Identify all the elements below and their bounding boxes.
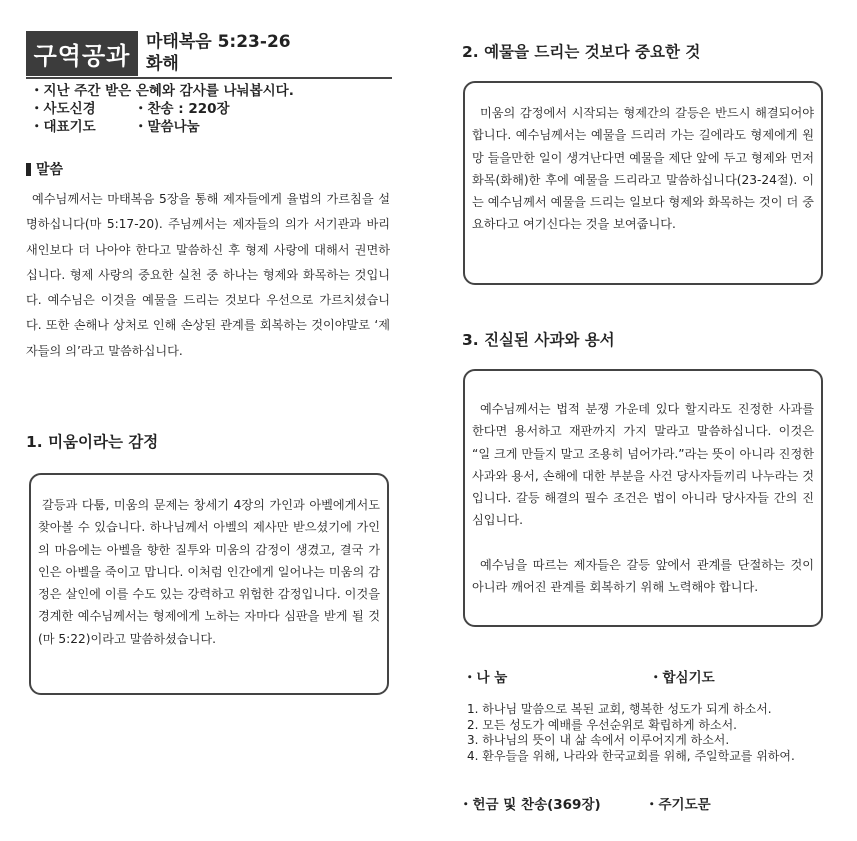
thanks-sharing-item: ・지난 주간 받은 은혜와 감사를 나눠봅시다. xyxy=(30,83,294,99)
united-prayer-label: ・합심기도 xyxy=(649,670,715,686)
offering-label: ・헌금 및 찬송(369장) xyxy=(459,797,601,813)
word-heading xyxy=(26,159,63,179)
header-divider xyxy=(26,77,392,79)
word-paragraph xyxy=(26,187,390,364)
rep-prayer-item: ・대표기도 xyxy=(30,119,96,135)
share-label: ・나 눔 xyxy=(463,670,508,686)
word-heading-label: 말씀 xyxy=(36,162,64,178)
section1-text: 갈등과 다툼, 미움의 문제는 창세기 4장의 가인과 아벨에게서도 찾아볼 수 있습니다. 하나님께서 아벨의 제사만 받으셨기에 가인의 마음에는 아벨을 향한 질투와 미움의 감정이 생겼고, 결국 가인은 아벨을 죽이고 맙니다. 이처럼 인간에게 일어나는 미움의 감정은 살인에 이를 수도 있는 강력하고 위험한 감정입니다. 이것을 경계한 예수님께서는 형제에게 노하는 자마다 심판을 받게 될 것(마 5:22)이라고 말씀하셨습니다. xyxy=(38,498,380,646)
order-row-2 xyxy=(30,118,400,136)
page-title: 화해 xyxy=(146,54,179,74)
section3-box xyxy=(463,369,823,627)
prayer-item: 2. 모든 성도가 예배를 우선순위로 확립하게 하소서. xyxy=(467,717,737,732)
section1-heading: 1. 미움이라는 감정 xyxy=(26,433,159,451)
order-row-1 xyxy=(30,100,400,118)
square-bullet-icon xyxy=(26,163,31,176)
section2-text: 미움의 감정에서 시작되는 형제간의 갈등은 반드시 해결되어야 합니다. 예수님께서는 예물을 드리러 가는 길에라도 형제에게 원망 들을만한 일이 생겨난다면 예물을 제단 앞에 두고 형제와 먼저 화목(화해)한 후에 예물을 드리라고 말씀하십니다(23-24절). 이는 예수님께서 예물을 드리는 일보다 형제와 화목하는 것이 더 중요하다고 여기신다는 것을 보여줍니다. xyxy=(472,106,814,232)
section1-box xyxy=(29,473,389,695)
section2-heading: 2. 예물을 드리는 것보다 중요한 것 xyxy=(462,43,701,61)
prayer-item: 4. 환우들을 위해, 나라와 한국교회를 위해, 주일학교를 위하여. xyxy=(467,748,795,763)
word-paragraph-text: 예수님께서는 마태복음 5장을 통해 제자들에게 율법의 가르침을 설명하십니다(마 5:17-20). 주님께서는 제자들의 의가 서기관과 바리새인보다 더 나아야 한다고 말씀하신 후 형제 사랑에 대해서 권면하십니다. 형제 사랑의 중요한 실천 중 하나는 형제와 화목하는 것입니다. 예수님은 이것을 예물을 드리는 것보다 우선으로 가르치셨습니다. 또한 손해나 상처로 인해 손상된 관계를 회복하는 것이야말로 ‘제자들의 의’라고 말씀하십니다. xyxy=(26,192,390,358)
hymn-item: ・찬송 : 220장 xyxy=(134,101,230,117)
lords-prayer-label: ・주기도문 xyxy=(645,797,711,813)
prayer-list xyxy=(467,702,795,764)
section3-text-1: 예수님께서는 법적 분쟁 가운데 있다 할지라도 진정한 사과를 한다면 용서하고 재판까지 가지 말라고 말씀하십니다. 이것은 “일 크게 만들지 말고 조용히 넘어가라.”라는 뜻이 아니라 진정한 사과와 용서, 손해에 대한 부분을 사건 당사자들끼리 나누라는 것입니다. 갈등 해결의 필수 조건은 법이 아니라 당사자들 간의 진심입니다. xyxy=(472,402,814,528)
title-badge: 구역공과 xyxy=(26,31,138,76)
prayer-item: 3. 하나님의 뜻이 내 삶 속에서 이루어지게 하소서. xyxy=(467,733,730,747)
scripture-reference: 마태복음 5:23-26 xyxy=(146,32,291,52)
section2-box xyxy=(463,81,823,285)
header-text xyxy=(146,31,291,75)
prayer-item: 1. 하나님 말씀으로 복된 교회, 행복한 성도가 되게 하소서. xyxy=(467,702,772,716)
order-of-service xyxy=(30,82,400,136)
word-share-item: ・말씀나눔 xyxy=(134,119,200,135)
creed-item: ・사도신경 xyxy=(30,101,96,117)
section3-heading: 3. 진실된 사과와 용서 xyxy=(462,331,615,349)
section3-text-2: 예수님을 따르는 제자들은 갈등 앞에서 관계를 단절하는 것이 아니라 깨어진 관계를 회복하기 위해 노력해야 합니다. xyxy=(472,557,814,595)
